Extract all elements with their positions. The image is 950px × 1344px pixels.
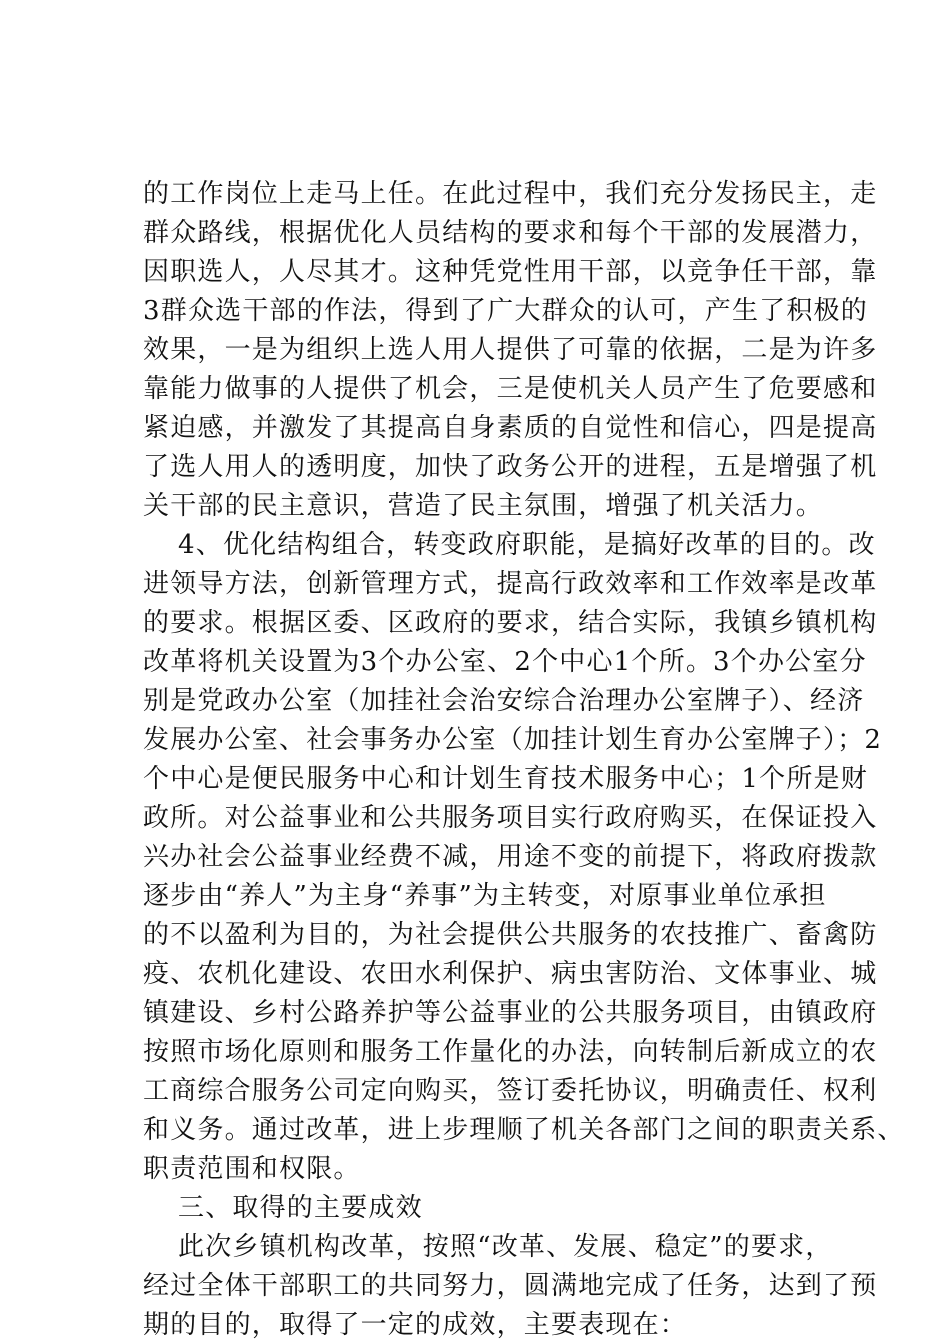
text-line: 兴办社会公益事业经费不减，用途不变的前提下，将政府拨款 — [143, 842, 878, 872]
text-line: 按照市场化原则和服务工作量化的办法，向转制后新成立的农 — [143, 1037, 878, 1067]
text-line: 关干部的民主意识，营造了民主氛围，增强了机关活力。 — [143, 491, 824, 521]
text-line: 工商综合服务公司定向购买，签订委托协议，明确责任、权利 — [143, 1076, 878, 1106]
text-line: 别是党政办公室（加挂社会治安综合治理办公室牌子）、经济 — [143, 686, 865, 716]
text-line: 了选人用人的透明度，加快了政务公开的进程，五是增强了机 — [143, 452, 878, 482]
text-line: 政所。对公益事业和公共服务项目实行政府购买，在保证投入 — [143, 803, 878, 833]
text-line: 个中心是便民服务中心和计划生育技术服务中心；1个所是财 — [143, 764, 868, 794]
text-line: 此次乡镇机构改革，按照“改革、发展、稳定”的要求， — [178, 1232, 833, 1262]
text-line: 的不以盈利为目的，为社会提供公共服务的农技推广、畜禽防 — [143, 920, 878, 950]
section-heading: 三、取得的主要成效 — [178, 1193, 423, 1223]
text-line: 群众路线，根据优化人员结构的要求和每个干部的发展潜力， — [143, 218, 878, 248]
text-line: 靠能力做事的人提供了机会，三是使机关人员产生了危要感和 — [143, 374, 878, 404]
text-line: 3群众选干部的作法，得到了广大群众的认可，产生了积极的 — [143, 296, 868, 326]
text-line: 逐步由“养人”为主身“养事”为主转变，对原事业单位承担 — [143, 881, 827, 911]
text-line: 和义务。通过改革，进上步理顺了机关各部门之间的职责关系、 — [143, 1115, 905, 1145]
text-line: 改革将机关设置为3个办公室、2个中心1个所。3个办公室分 — [143, 647, 867, 677]
text-line: 的要求。根据区委、区政府的要求，结合实际，我镇乡镇机构 — [143, 608, 878, 638]
text-line: 的工作岗位上走马上任。在此过程中，我们充分发扬民主，走 — [143, 179, 878, 209]
text-line: 疫、农机化建设、农田水利保护、病虫害防治、文体事业、城 — [143, 959, 878, 989]
text-line: 镇建设、乡村公路养护等公益事业的公共服务项目，由镇政府 — [143, 998, 878, 1028]
text-line: 因职选人，人尽其才。这种凭党性用干部，以竞争任干部，靠 — [143, 257, 878, 287]
text-line: 进领导方法，创新管理方式，提高行政效率和工作效率是改革 — [143, 569, 878, 599]
text-line: 期的目的，取得了一定的成效，主要表现在： — [143, 1310, 688, 1340]
text-line: 效果，一是为组织上选人用人提供了可靠的依据，二是为许多 — [143, 335, 878, 365]
text-line: 职责范围和权限。 — [143, 1154, 361, 1184]
text-line: 紧迫感，并激发了其提高自身素质的自觉性和信心，四是提高 — [143, 413, 878, 443]
text-line: 发展办公室、社会事务办公室（加挂计划生育办公室牌子）；2 — [143, 725, 883, 755]
text-line: 经过全体干部职工的共同努力，圆满地完成了任务，达到了预 — [143, 1271, 878, 1301]
text-line: 4、优化结构组合，转变政府职能，是搞好改革的目的。改 — [178, 530, 876, 560]
